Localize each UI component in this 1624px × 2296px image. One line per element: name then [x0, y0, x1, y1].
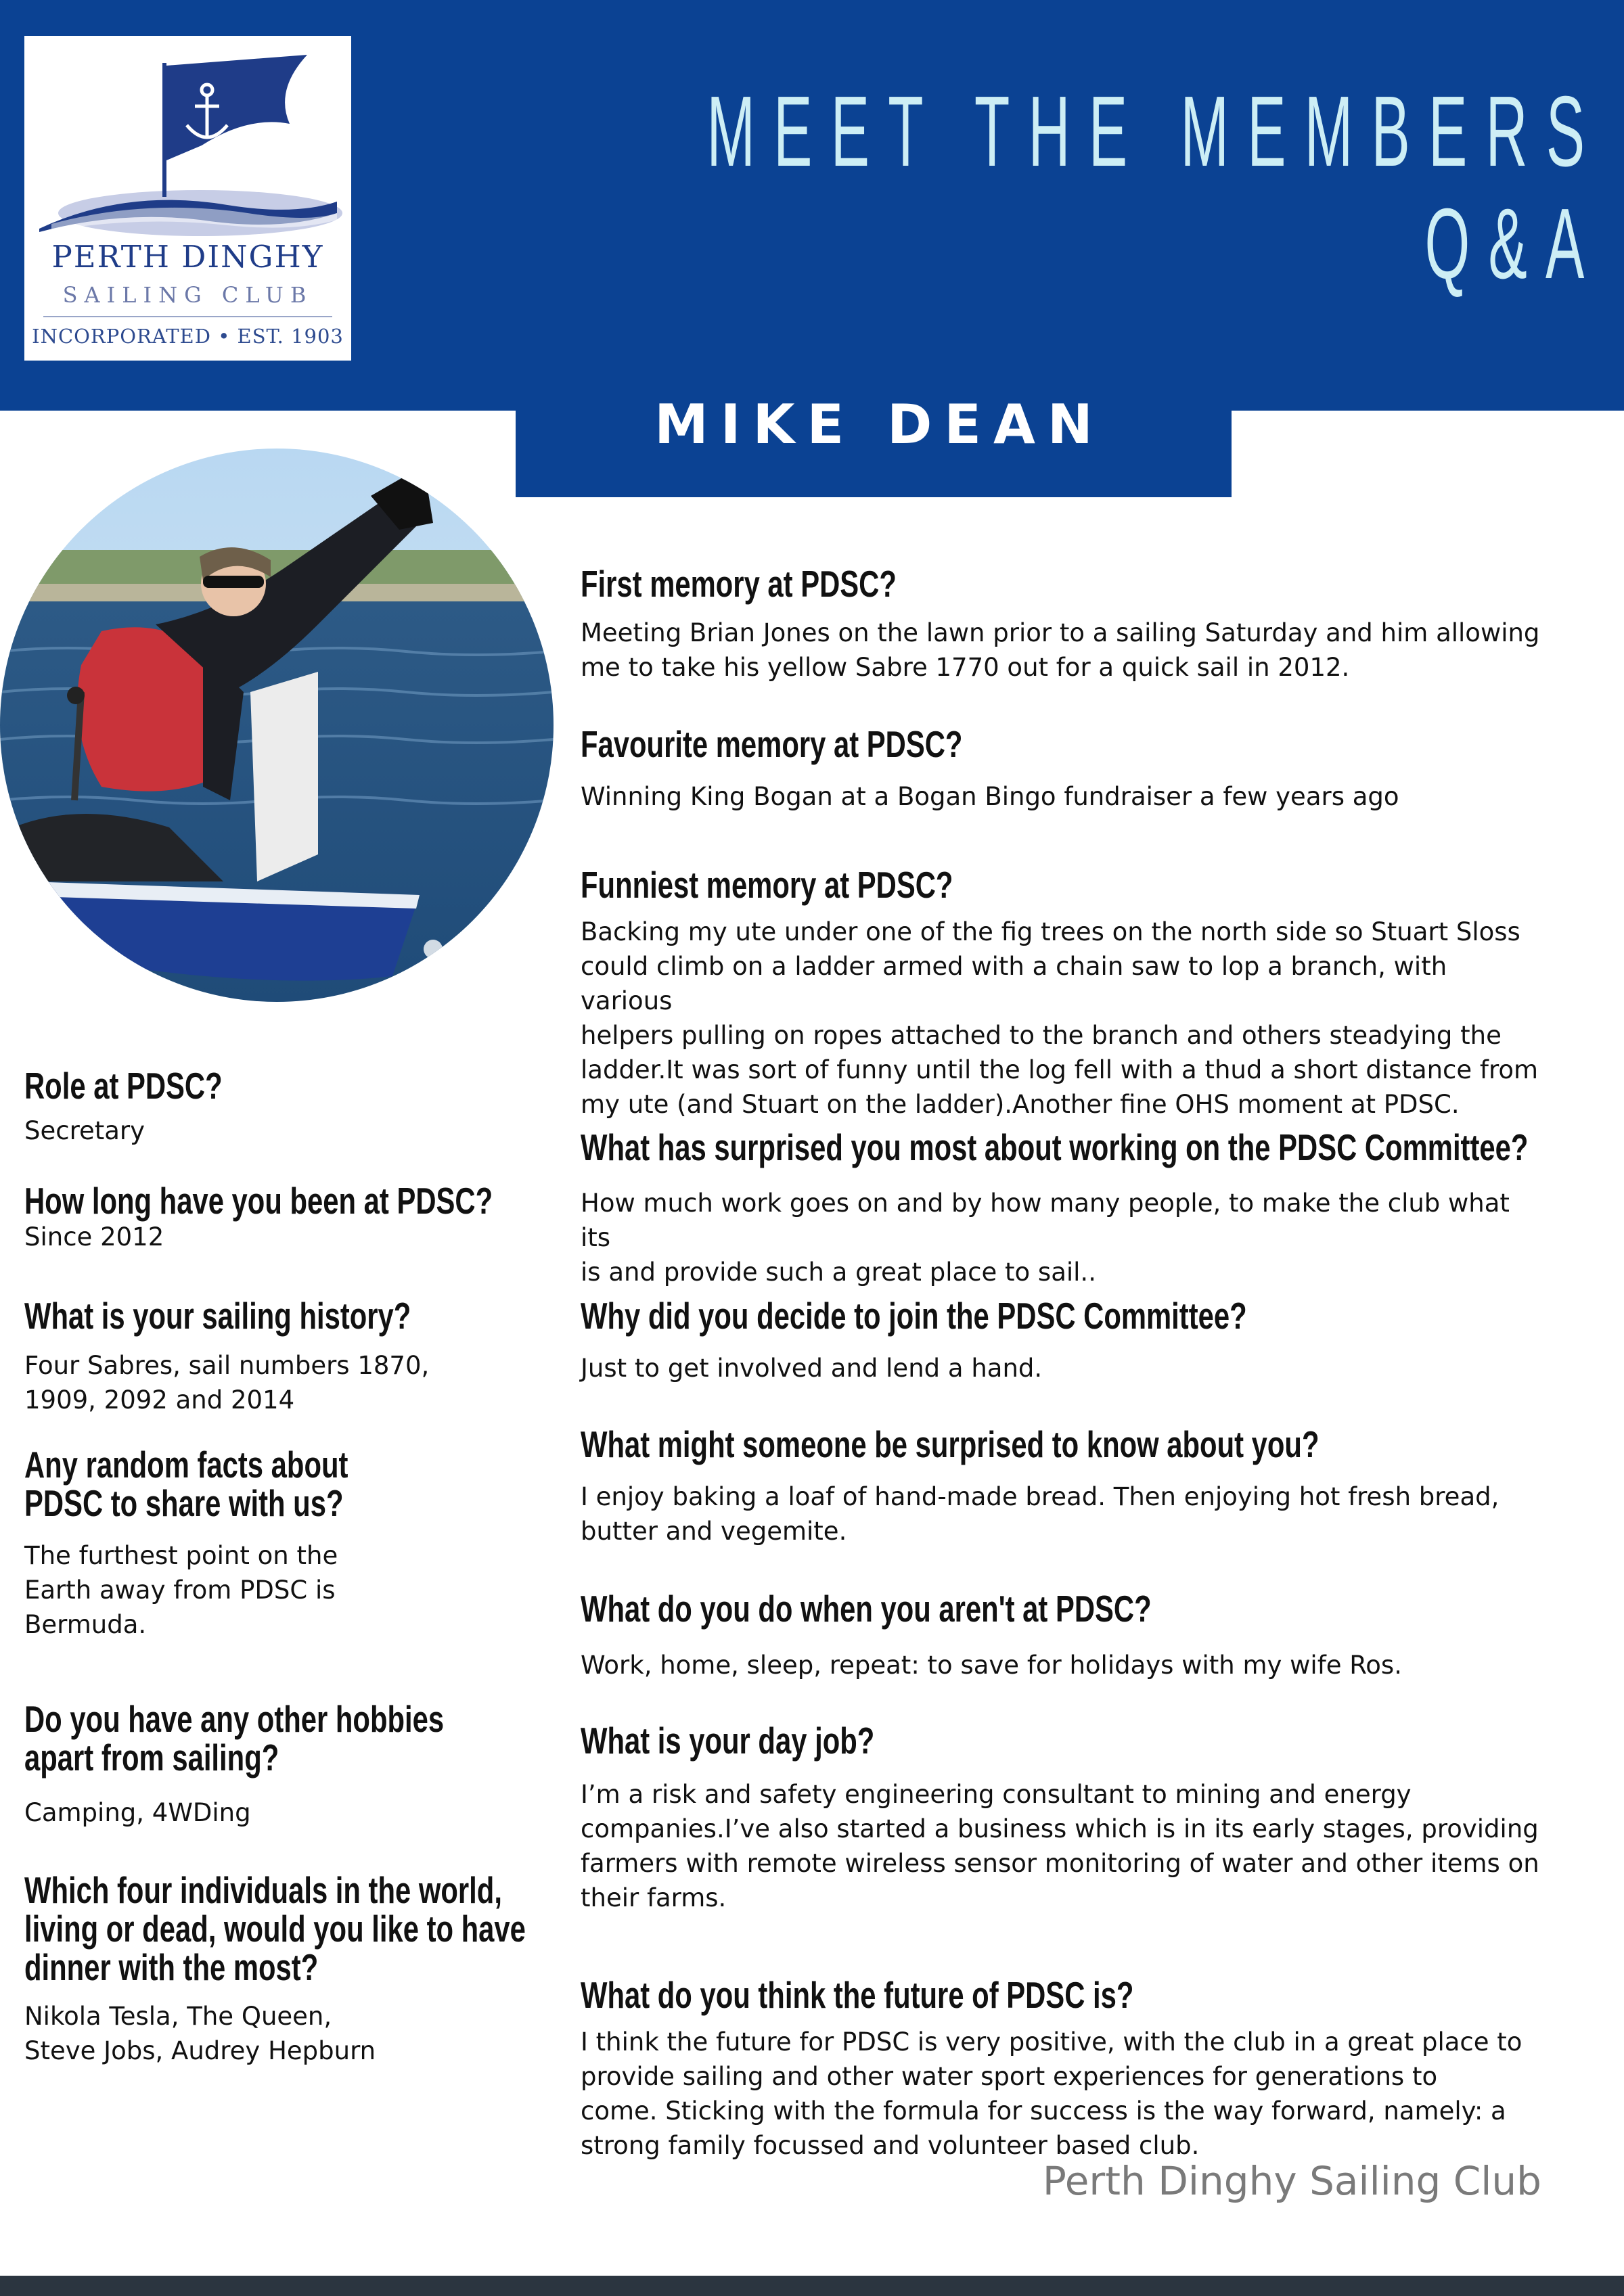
answer-line: I think the future for PDSC is very positive, with the club in a great place to — [581, 2027, 1522, 2057]
answer-line: Bermuda. — [24, 1610, 147, 1639]
question-role: Role at PDSC? — [24, 1065, 223, 1107]
answer-surprised-to-know — [581, 1479, 1541, 1548]
answer-line: butter and vegemite. — [581, 1517, 847, 1546]
question-line: PDSC to share with us? — [24, 1482, 344, 1524]
answer-line: is and provide such a great place to sail.. — [581, 1258, 1096, 1287]
page-title-line-2: Q&A — [1424, 188, 1603, 300]
member-name: MIKE DEAN — [654, 393, 1105, 456]
answer-away-from-pdsc: Work, home, sleep, repeat: to save for holidays with my wife Ros. — [581, 1651, 1402, 1680]
question-how-long: How long have you been at PDSC? — [24, 1180, 493, 1222]
member-name-tab — [516, 379, 1232, 497]
question-line: dinner with the most? — [24, 1946, 319, 1988]
logo-divider — [43, 316, 332, 317]
question-hobbies — [24, 1700, 444, 1777]
answer-committee-surprise — [581, 1186, 1541, 1289]
answer-line: How much work goes on and by how many people, to make the club what its — [581, 1189, 1510, 1252]
answer-sailing-history — [24, 1348, 429, 1417]
bottom-bar — [0, 2276, 1624, 2296]
question-committee-surprise: What has surprised you most about working on the PDSC Committee? — [581, 1126, 1529, 1168]
answer-random-facts — [24, 1538, 338, 1642]
answer-line: could climb on a ladder armed with a chain saw to lop a branch, with various — [581, 952, 1447, 1015]
question-favourite-memory: Favourite memory at PDSC? — [581, 723, 963, 765]
answer-line: The furthest point on the — [24, 1541, 338, 1570]
answer-line: me to take his yellow Sabre 1770 out for a quick sail in 2012. — [581, 653, 1350, 682]
answer-line: I enjoy baking a loaf of hand-made bread. Then enjoying hot fresh bread, — [581, 1482, 1499, 1511]
answer-line: Backing my ute under one of the fig trees on the north side so Stuart Sloss — [581, 917, 1520, 946]
answer-dinner-guests — [24, 1999, 376, 2068]
header-banner — [0, 0, 1624, 411]
footer-club-name: Perth Dinghy Sailing Club — [1042, 2158, 1541, 2204]
question-funniest-memory: Funniest memory at PDSC? — [581, 864, 953, 906]
answer-day-job — [581, 1777, 1541, 1915]
answer-line: come. Sticking with the formula for success is the way forward, namely: a — [581, 2096, 1506, 2126]
answer-hobbies: Camping, 4WDing — [24, 1798, 251, 1827]
logo-text-sailing-club: SAILING CLUB — [62, 282, 313, 308]
answer-first-memory — [581, 616, 1541, 685]
answer-line: Steve Jobs, Audrey Hepburn — [24, 2036, 376, 2065]
answer-line: 1909, 2092 and 2014 — [24, 1385, 295, 1415]
question-why-join: Why did you decide to join the PDSC Committee? — [581, 1295, 1247, 1337]
question-day-job: What is your day job? — [581, 1720, 875, 1762]
answer-line: Four Sabres, sail numbers 1870, — [24, 1351, 430, 1380]
question-dinner-guests — [24, 1871, 526, 1987]
question-line: apart from sailing? — [24, 1737, 279, 1778]
answer-line: companies.I’ve also started a business which is in its early stages, providing — [581, 1814, 1539, 1843]
answer-line: provide sailing and other water sport experiences for generations to — [581, 2062, 1438, 2091]
answer-line: my ute (and Stuart on the ladder).Another fine OHS moment at PDSC. — [581, 1090, 1460, 1119]
answer-line: strong family focussed and volunteer based club. — [581, 2131, 1200, 2160]
club-logo — [24, 36, 351, 361]
question-away-from-pdsc: What do you do when you aren't at PDSC? — [581, 1588, 1152, 1630]
answer-line: their farms. — [581, 1883, 727, 1912]
question-line: Any random facts about — [24, 1444, 348, 1486]
sailor-waving-photo — [0, 449, 554, 1002]
logo-text-perth-dinghy: PERTH DINGHY — [51, 239, 324, 275]
logo-text-incorporated: INCORPORATED • EST. 1903 — [32, 325, 344, 348]
anchor-flag-icon — [24, 36, 351, 239]
answer-line: farmers with remote wireless sensor monitoring of water and other items on — [581, 1849, 1539, 1878]
member-photo — [0, 449, 554, 1002]
question-first-memory: First memory at PDSC? — [581, 563, 897, 605]
question-line: living or dead, would you like to have — [24, 1908, 526, 1950]
answer-favourite-memory: Winning King Bogan at a Bogan Bingo fundraiser a few years ago — [581, 782, 1399, 811]
question-random-facts — [24, 1446, 348, 1523]
answer-how-long: Since 2012 — [24, 1222, 164, 1252]
question-line: Do you have any other hobbies — [24, 1698, 445, 1740]
answer-line: helpers pulling on ropes attached to the branch and others steadying the — [581, 1021, 1502, 1050]
answer-line: Nikola Tesla, The Queen, — [24, 2002, 332, 2031]
answer-line: I’m a risk and safety engineering consultant to mining and energy — [581, 1780, 1412, 1809]
question-line: Which four individuals in the world, — [24, 1869, 502, 1911]
answer-funniest-memory — [581, 915, 1541, 1122]
page-title-line-1: MEET THE MEMBERS — [706, 76, 1603, 187]
answer-role: Secretary — [24, 1116, 145, 1145]
question-sailing-history: What is your sailing history? — [24, 1295, 411, 1337]
question-future-of-pdsc: What do you think the future of PDSC is? — [581, 1974, 1134, 2016]
answer-why-join: Just to get involved and lend a hand. — [581, 1354, 1043, 1383]
answer-future-of-pdsc — [581, 2025, 1541, 2163]
answer-line: ladder.It was sort of funny until the log fell with a thud a short distance from — [581, 1055, 1539, 1084]
answer-line: Meeting Brian Jones on the lawn prior to a sailing Saturday and him allowing — [581, 618, 1540, 647]
answer-line: Earth away from PDSC is — [24, 1576, 336, 1605]
question-surprised-to-know: What might someone be surprised to know about you? — [581, 1423, 1320, 1465]
